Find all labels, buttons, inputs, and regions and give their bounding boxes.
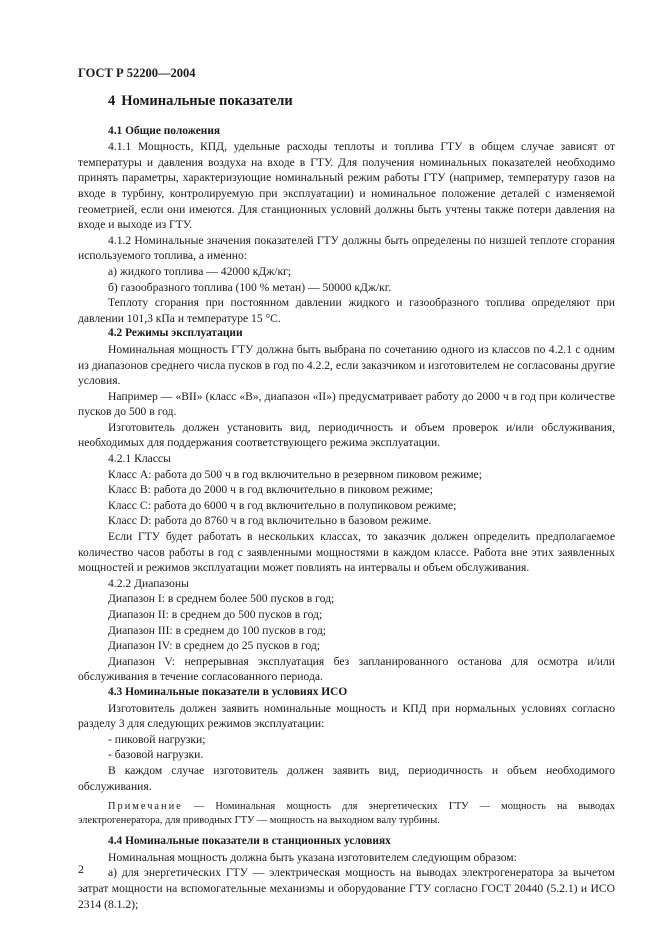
note <box>78 800 615 828</box>
subsection-4-3-title: 4.3 Номинальные показатели в условиях ИСО <box>108 685 348 698</box>
class-c: Класс C: работа до 6000 ч в год включительно в полупиковом режиме; <box>108 498 457 512</box>
page-number: 2 <box>78 862 84 876</box>
section-number: 4 <box>108 93 116 109</box>
paragraph-4-2-example: Например — «ВII» (класс «В», диапазон «II») предусматривает работу до 2000 ч в год при количестве пусков до 500 в год. <box>78 389 615 419</box>
class-d: Класс D: работа до 8760 ч в год включительно в базовом режиме. <box>108 514 432 528</box>
ranges-title: 4.2.2 Диапазоны <box>108 576 189 590</box>
paragraph-4-2-intro: Номинальная мощность ГТУ должна быть выбрана по сочетанию одного из классов по 4.2.1 с одним из диапазонов среднего числа пусков в год по 4.2.2, если заказчиком и изготовителем не согласованы другие условия. <box>78 342 615 388</box>
page-content <box>78 94 615 912</box>
range-2: Диапазон II: в среднем до 500 пусков в год; <box>108 608 323 621</box>
paragraph-4-3-service: В каждом случае изготовитель должен заявить вид, периодичность и объем необходимого обслуживания. <box>78 763 615 793</box>
paragraph-4-4-a: а) для энергетических ГТУ — электрическая мощность на выводах электрогенератора за вычетом затрат мощности на вспомогательные механизмы и оборудование ГТУ согласно ГОСТ 20440 (5.2.1) и ИСО 2314 (8.1.2); <box>78 866 615 911</box>
paragraph-4-4-intro: Номинальная мощность должна быть указана изготовителем следующим образом: <box>108 850 517 864</box>
paragraph-heat-value: Теплоту сгорания при постоянном давлении жидкого и газообразного топлива определяют при давлении 101,3 кПа и температуре 15 °С. <box>78 296 615 325</box>
section-title: Номинальные показатели <box>121 93 293 109</box>
standard-header: ГОСТ Р 52200—2004 <box>78 66 196 80</box>
list-item-b: б) газообразного топлива (100 % метан) — 50000 кДж/кг. <box>108 280 392 294</box>
list-item-base: - базовой нагрузки. <box>108 748 204 762</box>
paragraph-4-1-2: 4.1.2 Номинальные значения показателей ГТУ должны быть определены по низшей теплоте сгорания используемого топлива, а именно: <box>78 233 615 263</box>
section-heading <box>108 94 615 110</box>
classes-title: 4.2.1 Классы <box>108 452 171 466</box>
range-1: Диапазон I: в среднем более 500 пусков в год; <box>108 592 335 606</box>
paragraph-4-3-intro: Изготовитель должен заявить номинальные мощность и КПД при нормальных условиях согласно разделу 3 для следующих режимов эксплуатации: <box>78 701 615 731</box>
list-item-peak: - пиковой нагрузки; <box>108 732 206 746</box>
paragraph-4-2-maintenance: Изготовитель должен установить вид, периодичность и объем проверок и/или обслуживания, необходимых для поддержания соответствующего режима эксплуатации. <box>78 420 615 450</box>
list-item-a: а) жидкого топлива — 42000 кДж/кг; <box>108 264 292 278</box>
paragraph-4-1-1: 4.1.1 Мощность, КПД, удельные расходы теплоты и топлива ГТУ в общем случае зависят от температуры и давления воздуха на входе в ГТУ. Для получения номинальных показателей необходимо принять параметры, характеризующие номинальный режим работы ГТУ (например, температуру газов на входе в турбину, контролируемую при эксплуатации) и номинальное положение деталей с изменяемой геометрией, если они имеются. Для станционных условий должны быть учтены также потери давления на входе и выходе из ГТУ. <box>78 140 615 232</box>
class-b: Класс B: работа до 2000 ч в год включительно в пиковом режиме; <box>108 483 433 497</box>
subsection-4-1-title: 4.1 Общие положения <box>108 124 221 137</box>
class-a: Класс A: работа до 500 ч в год включительно в резервном пиковом режиме; <box>108 467 482 481</box>
range-4: Диапазон IV: в среднем до 25 пусков в год; <box>108 639 321 653</box>
subsection-4-2-title: 4.2 Режимы эксплуатации <box>108 327 243 340</box>
paragraph-multiple-classes: Если ГТУ будет работать в нескольких классах, то заказчик должен определить предполагаемое количество часов работы в год с заявленными мощностями в каждом классе. Работа вне этих заявленных мощностей и режимов эксплуатации может повлиять на интервалы и объем обслуживания. <box>78 530 615 575</box>
note-label: Примечание <box>108 801 183 813</box>
subsection-4-4-title: 4.4 Номинальные показатели в станционных условиях <box>108 835 391 848</box>
note-text: — Номинальная мощность для энергетических ГТУ — мощность на выводах электрогенератора, для приводных ГТУ — мощность на выходном валу турбины. <box>78 801 615 827</box>
range-3: Диапазон III: в среднем до 100 пусков в год; <box>108 623 327 637</box>
range-5: Диапазон V: непрерывная эксплуатация без запланированного останова для осмотра и/или обслуживания в течение согласованного периода. <box>78 654 615 684</box>
